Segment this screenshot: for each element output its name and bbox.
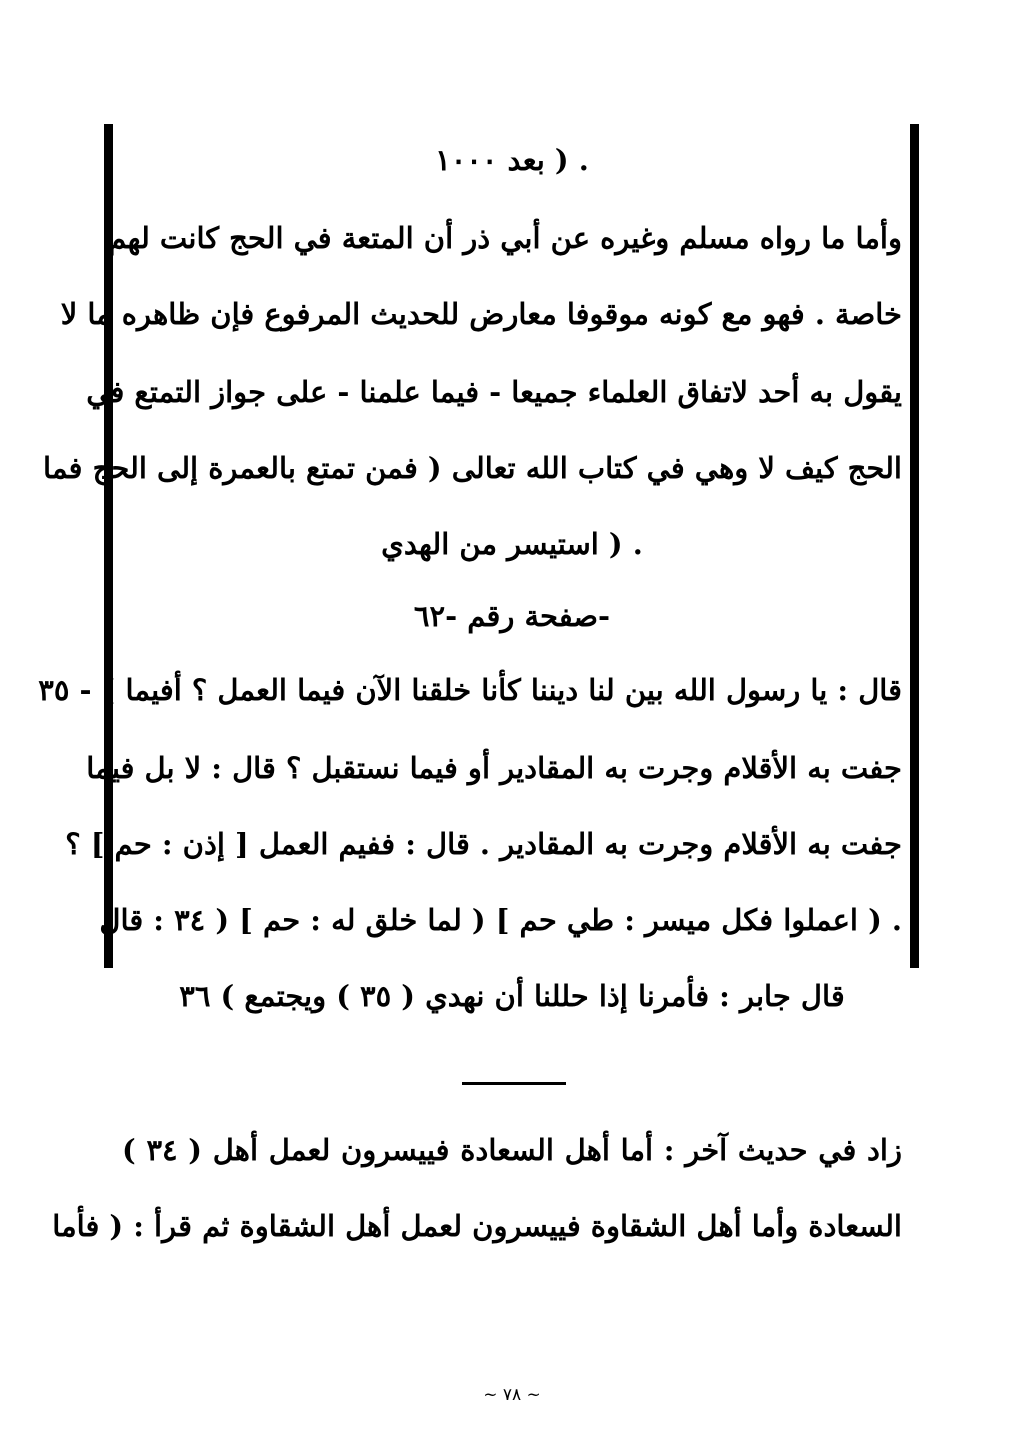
text-line-3: خاصة . فهو مع كونه موقوفا معارض للحديث المرفوع فإن ظاهره ما لا [60, 297, 902, 331]
page-reference: -صفحة رقم -٦٢ [413, 599, 611, 633]
page-body [38, 0, 902, 1450]
text-line-9: جفت به الأقلام وجرت به المقادير أو فيما نستقبل ؟ قال : لا بل فيما [86, 751, 902, 785]
footnote-line-2: السعادة وأما أهل الشقاوة فييسرون لعمل أهل الشقاوة ثم قرأ : ( فأما [52, 1209, 902, 1243]
text-line-4: يقول به أحد لاتفاق العلماء جميعا - فيما علمنا - على جواز التمتع في [86, 375, 902, 409]
footnote-line-1: زاد في حديث آخر : أما أهل السعادة فييسرون لعمل أهل ( ٣٤ ) [122, 1133, 902, 1167]
text-line-1: . ( بعد ١٠٠٠ [435, 143, 589, 177]
text-line-8: قال : يا رسول الله بين لنا ديننا كأنا خلقنا الآن فيما العمل ؟ أفيما ] - ٣٥ [38, 673, 902, 707]
text-line-10: جفت به الأقلام وجرت به المقادير . قال : ففيم العمل [ إذن : حم ] ؟ [65, 827, 902, 861]
text-line-2: وأما ما رواه مسلم وغيره عن أبي ذر أن المتعة في الحج كانت لهم [108, 221, 902, 255]
page-number: ~ ٧٨ ~ [483, 1385, 541, 1405]
text-line-5: الحج كيف لا وهي في كتاب الله تعالى ( فمن تمتع بالعمرة إلى الحج فما [43, 451, 902, 485]
text-line-12: قال جابر : فأمرنا إذا حللنا أن نهدي ( ٣٥ ) ويجتمع ) ٣٦ [179, 979, 845, 1013]
text-line-11: . ( اعملوا فكل ميسر : طي حم ] ( لما خلق له : حم ] ( ٣٤ : قال [99, 903, 902, 937]
right-border-bar [910, 124, 919, 968]
footnote-divider [462, 1082, 566, 1085]
text-line-6: . ( استيسر من الهدي [381, 527, 643, 561]
